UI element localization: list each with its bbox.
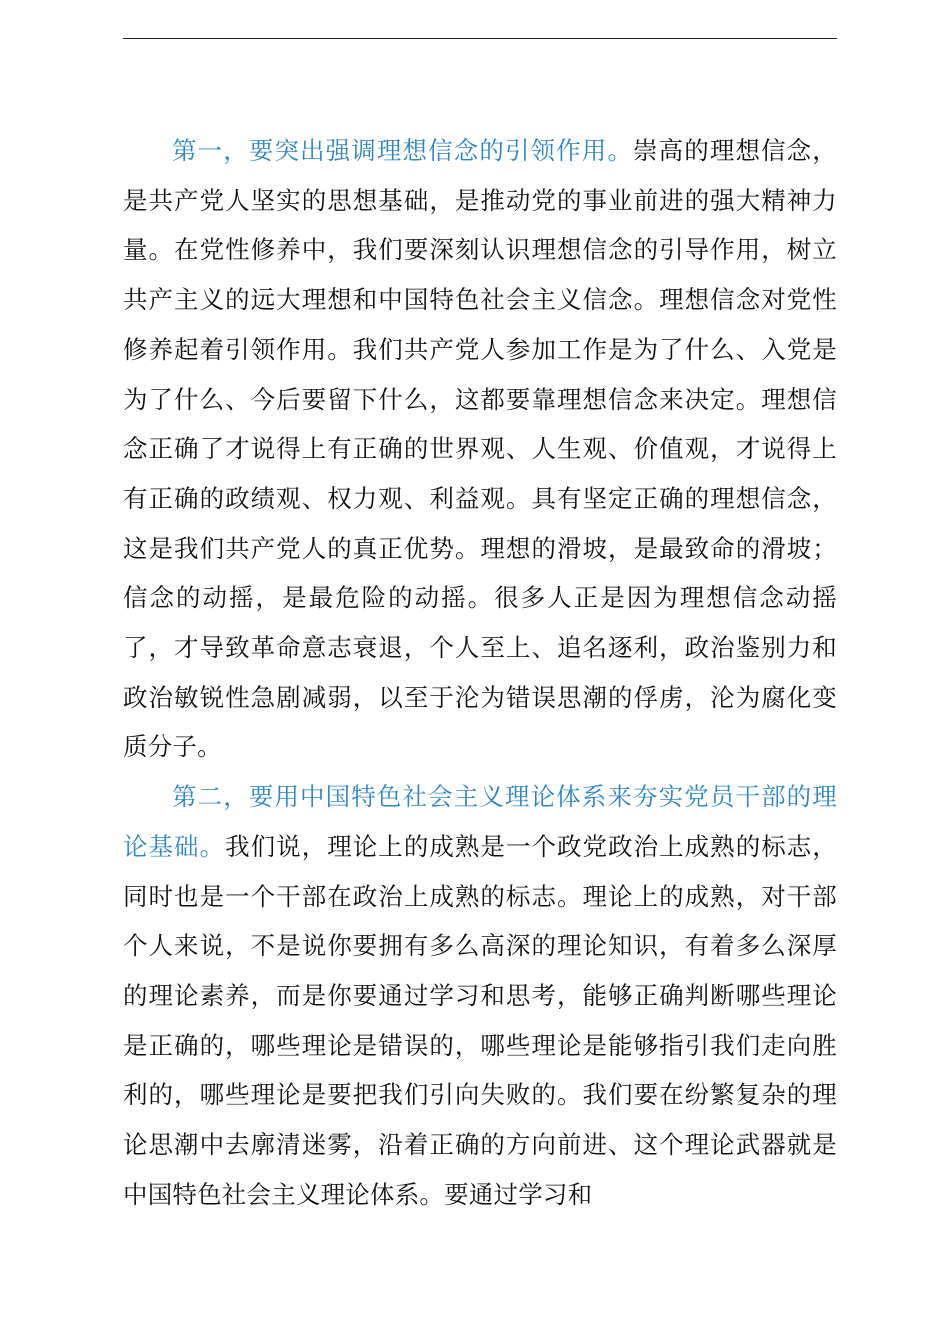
paragraph-2-heading: 第二，要用中国特色社会主义理论体系来夯实党员干部的理论基础。 [123,782,837,861]
paragraph-1-heading: 第一，要突出强调理想信念的引领作用。 [172,136,634,165]
paragraph-2-text: 我们说，理论上的成熟是一个政党政治上成熟的标志，同时也是一个干部在政治上成熟的标志。理论上的成熟，对干部个人来说，不是说你要拥有多么高深的理论知识，有着多么深厚的理论素养，而是你要通过学习和思考，能够正确判断哪些理论是正确的，哪些理论是错误的，哪些理论是能够指引我们走向胜利的，哪些理论是要把我们引向失败的。我们要在纷繁复杂的理论思潮中去廓清迷雾，沿着正确的方向前进、这个理论武器就是中国特色社会主义理论体系。要通过学习和 [123,831,837,1209]
paragraph-1-text: 崇高的理想信念，是共产党人坚实的思想基础，是推动党的事业前进的强大精神力量。在党性修养中，我们要深刻认识理想信念的引导作用，树立共产主义的远大理想和中国特色社会主义信念。理想信念对党性修养起着引领作用。我们共产党人参加工作是为了什么、入党是为了什么、今后要留下什么，这都要靠理想信念来决定。理想信念正确了才说得上有正确的世界观、人生观、价值观，才说得上有正确的政绩观、权力观、利益观。具有坚定正确的理想信念，这是我们共产党人的真正优势。理想的滑坡，是最致命的滑坡；信念的动摇，是最危险的动摇。很多人正是因为理想信念动摇了，才导致革命意志衰退，个人至上、追名逐利，政治鉴别力和政治敏锐性急剧减弱，以至于沦为错误思潮的俘虏，沦为腐化变质分子。 [123,136,837,762]
document-body [123,126,837,1219]
header-rule [123,38,837,39]
paragraph-1 [123,126,837,772]
paragraph-2 [123,772,837,1219]
